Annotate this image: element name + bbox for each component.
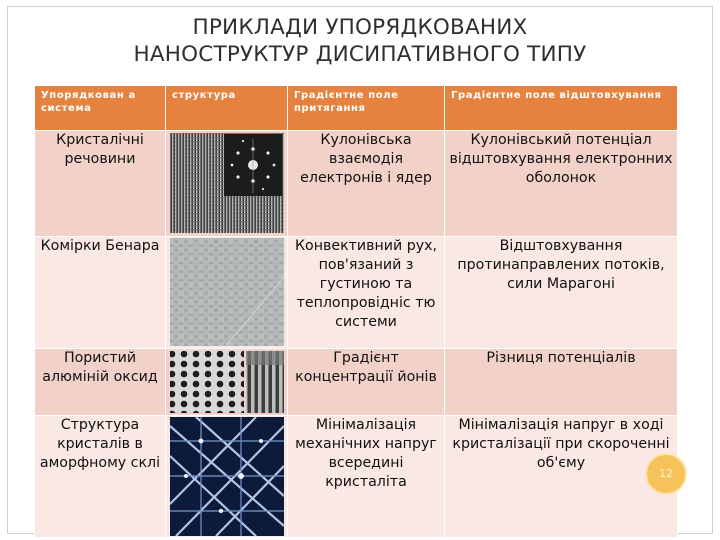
cell-attraction: Градієнт концентрації йонів — [288, 349, 445, 416]
slide-title-line-1: ПРИКЛАДИ УПОРЯДКОВАНИХ — [192, 15, 528, 40]
table-row — [35, 131, 678, 237]
table-row — [35, 237, 678, 349]
header-system: Упорядкован а система — [35, 86, 166, 131]
slide-title-line-2: НАНОСТРУКТУР ДИСИПАТИВНОГО ТИПУ — [133, 42, 587, 67]
cell-system: Кристалічні речовини — [35, 131, 166, 237]
cell-attraction: Конвективний рух, пов'язаний з густиною та теплопровідніс тю системи — [288, 237, 445, 349]
cell-attraction: Кулонівська взаємодія електронів і ядер — [288, 131, 445, 237]
structure-image-alumina — [166, 349, 288, 416]
table-header-row — [35, 86, 678, 131]
structures-table — [34, 85, 678, 538]
structure-image-benard — [166, 237, 288, 349]
table-row — [35, 349, 678, 416]
slide-title — [30, 14, 690, 68]
cell-repulsion: Різниця потенціалів — [445, 349, 678, 416]
table-row — [35, 416, 678, 538]
cell-repulsion: Мінімалізація напруг в ході кристалізації при скороченні об'єму — [445, 416, 678, 538]
cell-attraction: Мінімалізація механічних напруг всередині кристаліта — [288, 416, 445, 538]
structure-image-glass — [166, 416, 288, 538]
header-structure: структура — [166, 86, 288, 131]
header-repulsion: Градієнтне поле відштовхування — [445, 86, 678, 131]
cell-system: Пористий алюміній оксид — [35, 349, 166, 416]
cell-system: Комірки Бенара — [35, 237, 166, 349]
page-number-badge: 12 — [645, 453, 687, 495]
cell-repulsion: Відштовхування протинаправлених потоків, сили Марагоні — [445, 237, 678, 349]
cell-system: Структура кристалів в аморфному склі — [35, 416, 166, 538]
cell-repulsion: Кулонівський потенціал відштовхування електронних оболонок — [445, 131, 678, 237]
header-attraction: Градієнтне поле притягання — [288, 86, 445, 131]
structure-image-crystal — [166, 131, 288, 237]
